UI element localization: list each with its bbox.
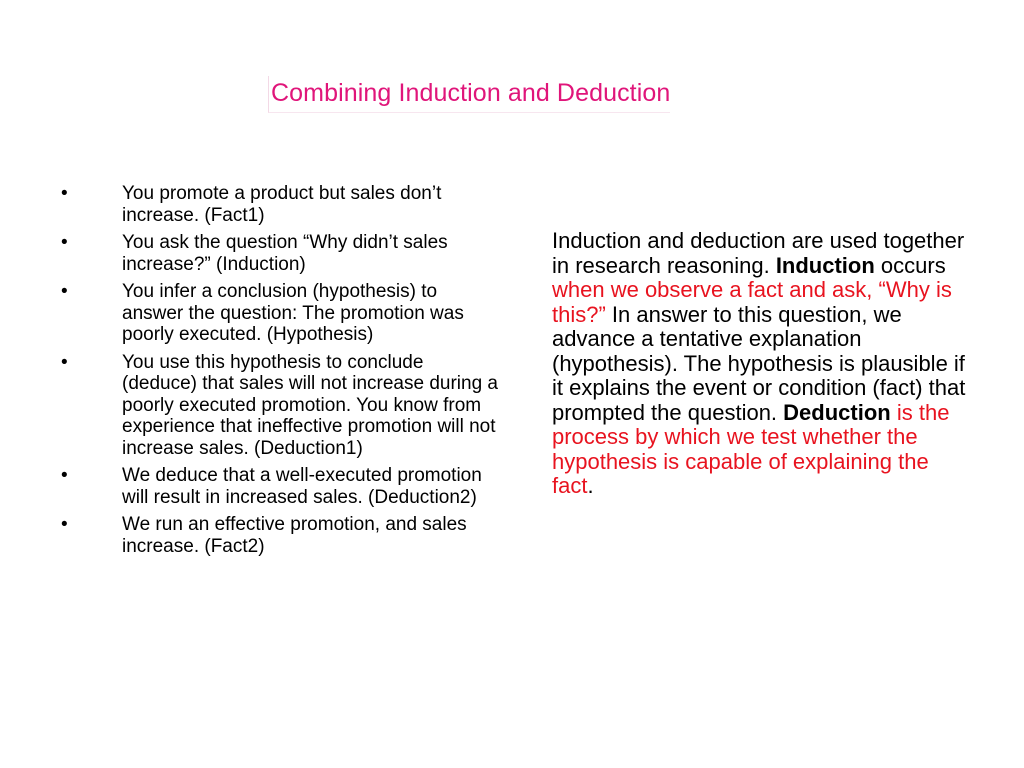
bullet-text: You ask the question “Why didn’t sales increase?” (Induction): [122, 232, 448, 275]
bullet-dot-icon: •: [61, 232, 68, 253]
deduction-term: Deduction: [783, 399, 891, 425]
bullet-item-hypothesis: [58, 281, 498, 346]
bullet-item-deduction2: [58, 465, 498, 508]
bullet-item-induction: [58, 232, 498, 275]
bullet-dot-icon: •: [61, 465, 68, 486]
bullet-dot-icon: •: [61, 514, 68, 535]
paragraph-intro: Induction and deduction are used together in research reasoning.: [552, 228, 965, 278]
induction-term: Induction: [775, 252, 875, 278]
deduction-definition: is the process by which we test whether the hypothesis is capable of explaining the fact: [552, 399, 950, 498]
occurs-text: occurs: [880, 252, 946, 278]
bullet-item-deduction1: [58, 352, 498, 460]
slide-title: Combining Induction and Deduction: [268, 76, 670, 113]
bullet-list: [58, 183, 498, 563]
bullet-text: You use this hypothesis to conclude (deduce) that sales will not increase during a poorly executed promotion. You know from experience that ineffective promotion will not increase sales. (Deduction1): [122, 351, 498, 459]
paragraph-end-punct: .: [587, 473, 594, 498]
bullet-dot-icon: •: [61, 351, 68, 373]
bullet-text: We run an effective promotion, and sales increase. (Fact2): [122, 514, 467, 557]
bullet-dot-icon: •: [61, 183, 68, 204]
induction-definition: when we observe a fact and ask, “Why is this?”: [552, 277, 952, 327]
explanation-paragraph: [552, 229, 966, 499]
paragraph-middle: In answer to this question, we advance a tentative explanation (hypothesis). The hypothesis is plausible if it explains the event or condition (fact) that prompted the question.: [552, 301, 966, 425]
bullet-text: You promote a product but sales don’t increase. (Fact1): [122, 183, 442, 226]
bullet-text: You infer a conclusion (hypothesis) to answer the question: The promotion was poorly executed. (Hypothesis): [122, 281, 464, 345]
bullet-item-fact1: [58, 183, 498, 226]
bullet-text: We deduce that a well-executed promotion will result in increased sales. (Deduction2): [122, 465, 482, 508]
bullet-item-fact2: [58, 514, 498, 557]
bullet-dot-icon: •: [61, 281, 68, 302]
